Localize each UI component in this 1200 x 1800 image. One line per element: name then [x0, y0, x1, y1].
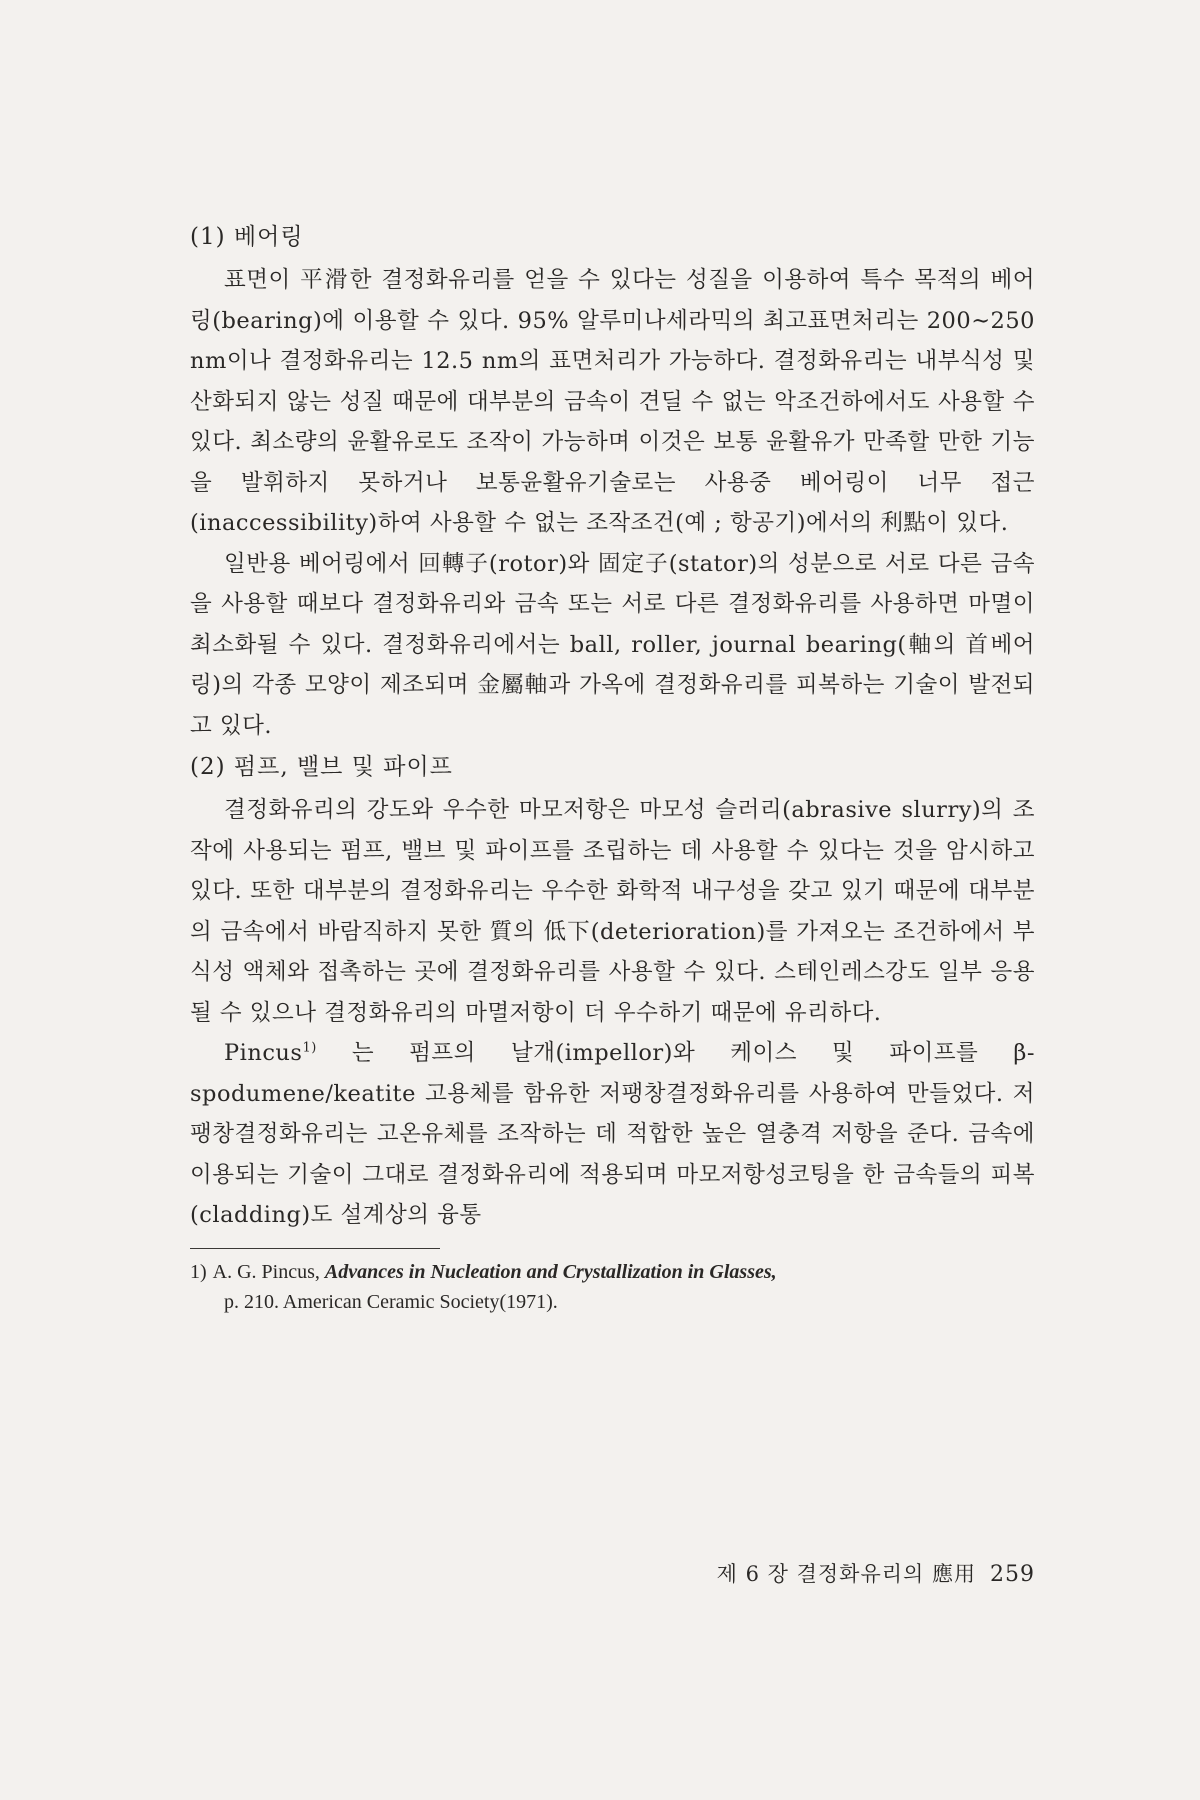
- running-footer: [190, 1558, 1035, 1588]
- footnote-title: Advances in Nucleation and Crystallization in Glasses,: [324, 1260, 777, 1283]
- paragraph: 표면이 平滑한 결정화유리를 얻을 수 있다는 성질을 이용하여 특수 목적의 베어링(bearing)에 이용할 수 있다. 95% 알루미나세라믹의 최고표면처리는 200∼250 nm이나 결정화유리는 12.5 nm의 표면처리가 가능하다. 결정화유리는 내부식성 및 산화되지 않는 성질 때문에 대부분의 금속이 견딜 수 없는 악조건하에서도 사용할 수 있다. 최소량의 윤활유로도 조작이 가능하며 이것은 보통 윤활유가 만족할 만한 기능을 발휘하지 못하거나 보통윤활유기술로는 사용중 베어링이 너무 접근(inaccessibility)하여 사용할 수 없는 조작조건(예 ; 항공기)에서의 利點이 있다.: [190, 267, 1035, 536]
- page-body: [190, 218, 1035, 1317]
- paragraph: 결정화유리의 강도와 우수한 마모저항은 마모성 슬러리(abrasive slurry)의 조작에 사용되는 펌프, 밸브 및 파이프를 조립하는 데 사용할 수 있다는 것을 암시하고 있다. 또한 대부분의 결정화유리는 우수한 화학적 내구성을 갖고 있기 때문에 대부분의 금속에서 바람직하지 못한 質의 低下(deterioration)를 가져오는 조건하에서 부식성 액체와 접촉하는 곳에 결정화유리를 사용할 수 있다. 스테인레스강도 일부 응용될 수 있으나 결정화유리의 마멸저항이 더 우수하기 때문에 유리하다.: [190, 797, 1035, 1026]
- paragraph-text: 는 펌프의 날개(impellor)와 케이스 및 파이프를 β-spodumene/keatite 고용체를 함유한 저팽창결정화유리를 사용하여 만들었다. 저팽창결정화유리는 고온유체를 조작하는 데 적합한 높은 열충격 저항을 준다. 금속에 이용되는 기술이 그대로 결정화유리에 적용되며 마모저항성코팅을 한 금속들의 피복(cladding)도 설계상의 융통: [190, 1040, 1035, 1228]
- footnote-ref: 1): [302, 1040, 317, 1056]
- footnote-number: 1): [190, 1260, 207, 1283]
- author-name: Pincus: [224, 1040, 303, 1066]
- footnote-divider: [190, 1248, 440, 1249]
- section-heading-bearing: (1) 베어링: [190, 224, 304, 250]
- footnote-author: A. G. Pincus,: [212, 1260, 320, 1283]
- section-heading-pump: (2) 펌프, 밸브 및 파이프: [190, 754, 453, 780]
- paragraph: 일반용 베어링에서 回轉子(rotor)와 固定子(stator)의 성분으로 서로 다른 금속을 사용할 때보다 결정화유리와 금속 또는 서로 다른 결정화유리를 사용하면 마멸이 최소화될 수 있다. 결정화유리에서는 ball, roller, journal bearing(軸의 首베어링)의 각종 모양이 제조되며 金屬軸과 가옥에 결정화유리를 피복하는 기술이 발전되고 있다.: [190, 550, 1035, 739]
- footnote-publisher: p. 210. American Ceramic Society(1971).: [224, 1290, 558, 1313]
- footnote: [190, 1257, 1035, 1317]
- paragraph-pincus: [190, 1033, 1035, 1236]
- page-number: 259: [990, 1562, 1035, 1587]
- chapter-title: 제 6 장 결정화유리의 應用: [716, 1562, 976, 1586]
